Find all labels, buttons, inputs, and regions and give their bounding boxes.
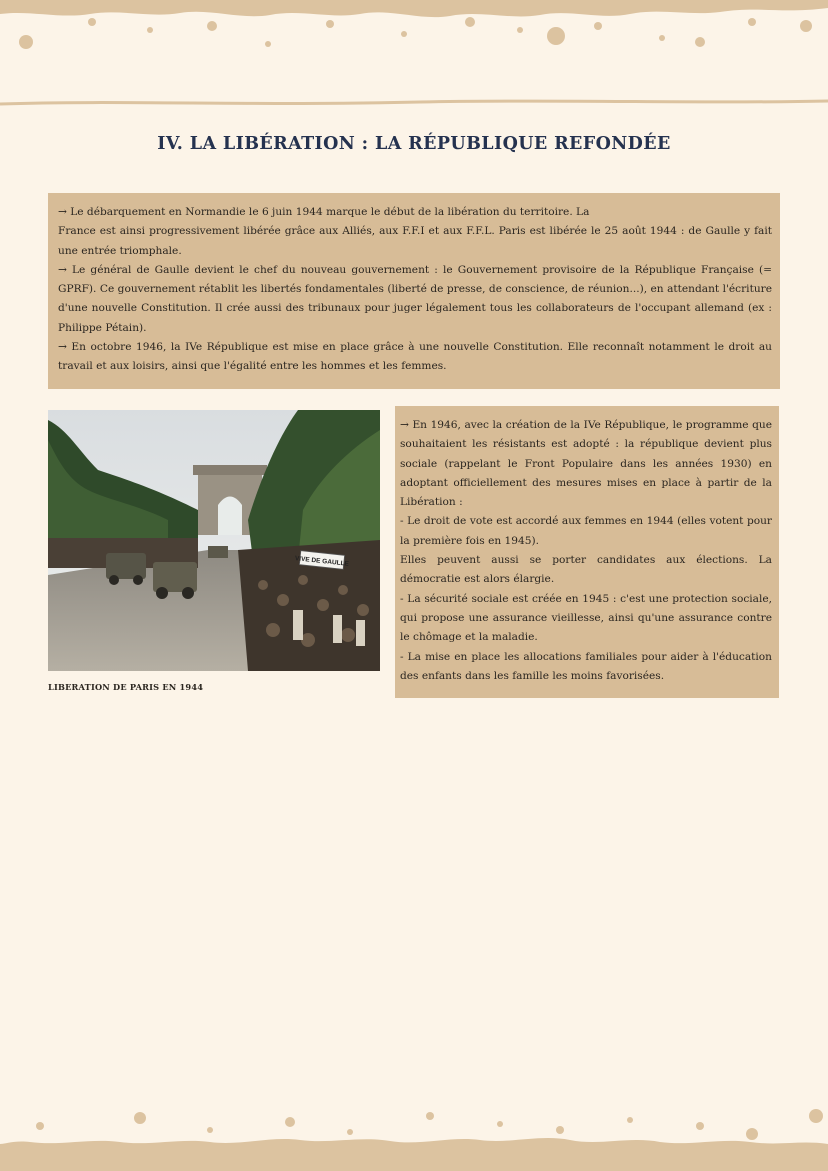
liberation-photo bbox=[48, 410, 380, 671]
paragraph-women-vote: - Le droit de vote est accordé aux femmes en 1944 (elles votent pour la première fois en 1945). bbox=[400, 515, 772, 547]
top-paint-decoration bbox=[0, 0, 828, 110]
bottom-paint-decoration bbox=[0, 1096, 828, 1171]
social-republic-box bbox=[395, 406, 779, 698]
photo-caption: LIBERATION DE PARIS EN 1944 bbox=[48, 682, 204, 692]
paragraph-program: → En 1946, avec la création de la IVe République, le programme que souhaitaient les résistants est adopté : la république devient plus sociale (rappelant le Front Populaire dans les années 1930) en adoptant officiellement des mesures mises en place à partir de la Libération : bbox=[400, 419, 772, 509]
paragraph-landing: → Le débarquement en Normandie le 6 juin 1944 marque le début de la libération du territoire. La bbox=[58, 206, 590, 218]
liberation-summary-box bbox=[48, 193, 780, 389]
paragraph-social-security: - La sécurité sociale est créée en 1945 : c'est une protection sociale, qui propose une assurance vieillesse, ainsi qu'une assurance contre le chômage et la maladie. bbox=[400, 592, 772, 644]
photo-banner-text: VIVE DE GAULLE bbox=[294, 555, 350, 568]
paragraph-liberation-paris: France est ainsi progressivement libérée grâce aux Alliés, aux F.F.I et aux F.F.L. Paris est libérée le 25 août 1944 : de Gaulle y fait une entrée triomphale. bbox=[58, 225, 772, 257]
paragraph-fourth-republic: → En octobre 1946, la IVe République est mise en place grâce à une nouvelle Constitution. Elle reconnaît notamment le droit au travail et aux loisirs, ainsi que l'égalité entre les hommes et les femmes. bbox=[58, 341, 772, 373]
paragraph-candidates: Elles peuvent aussi se porter candidates aux élections. La démocratie est alors élargie. bbox=[400, 554, 772, 586]
paragraph-gprf: → Le général de Gaulle devient le chef du nouveau gouvernement : le Gouvernement provisoire de la République Française (= GPRF). Ce gouvernement rétablit les libertés fondamentales (liberté de presse, de conscience, de réunion...), en attendant l'écriture d'une nouvelle Constitution. Il crée aussi des tribunaux pour juger légalement tous les collaborateurs de l'occupant allemand (ex : Philippe Pétain). bbox=[58, 263, 772, 334]
page-title: IV. LA LIBÉRATION : LA RÉPUBLIQUE REFONDÉE bbox=[157, 134, 671, 154]
paragraph-family-allowances: - La mise en place les allocations familiales pour aider à l'éducation des enfants dans les famille les moins favorisées. bbox=[400, 650, 772, 682]
